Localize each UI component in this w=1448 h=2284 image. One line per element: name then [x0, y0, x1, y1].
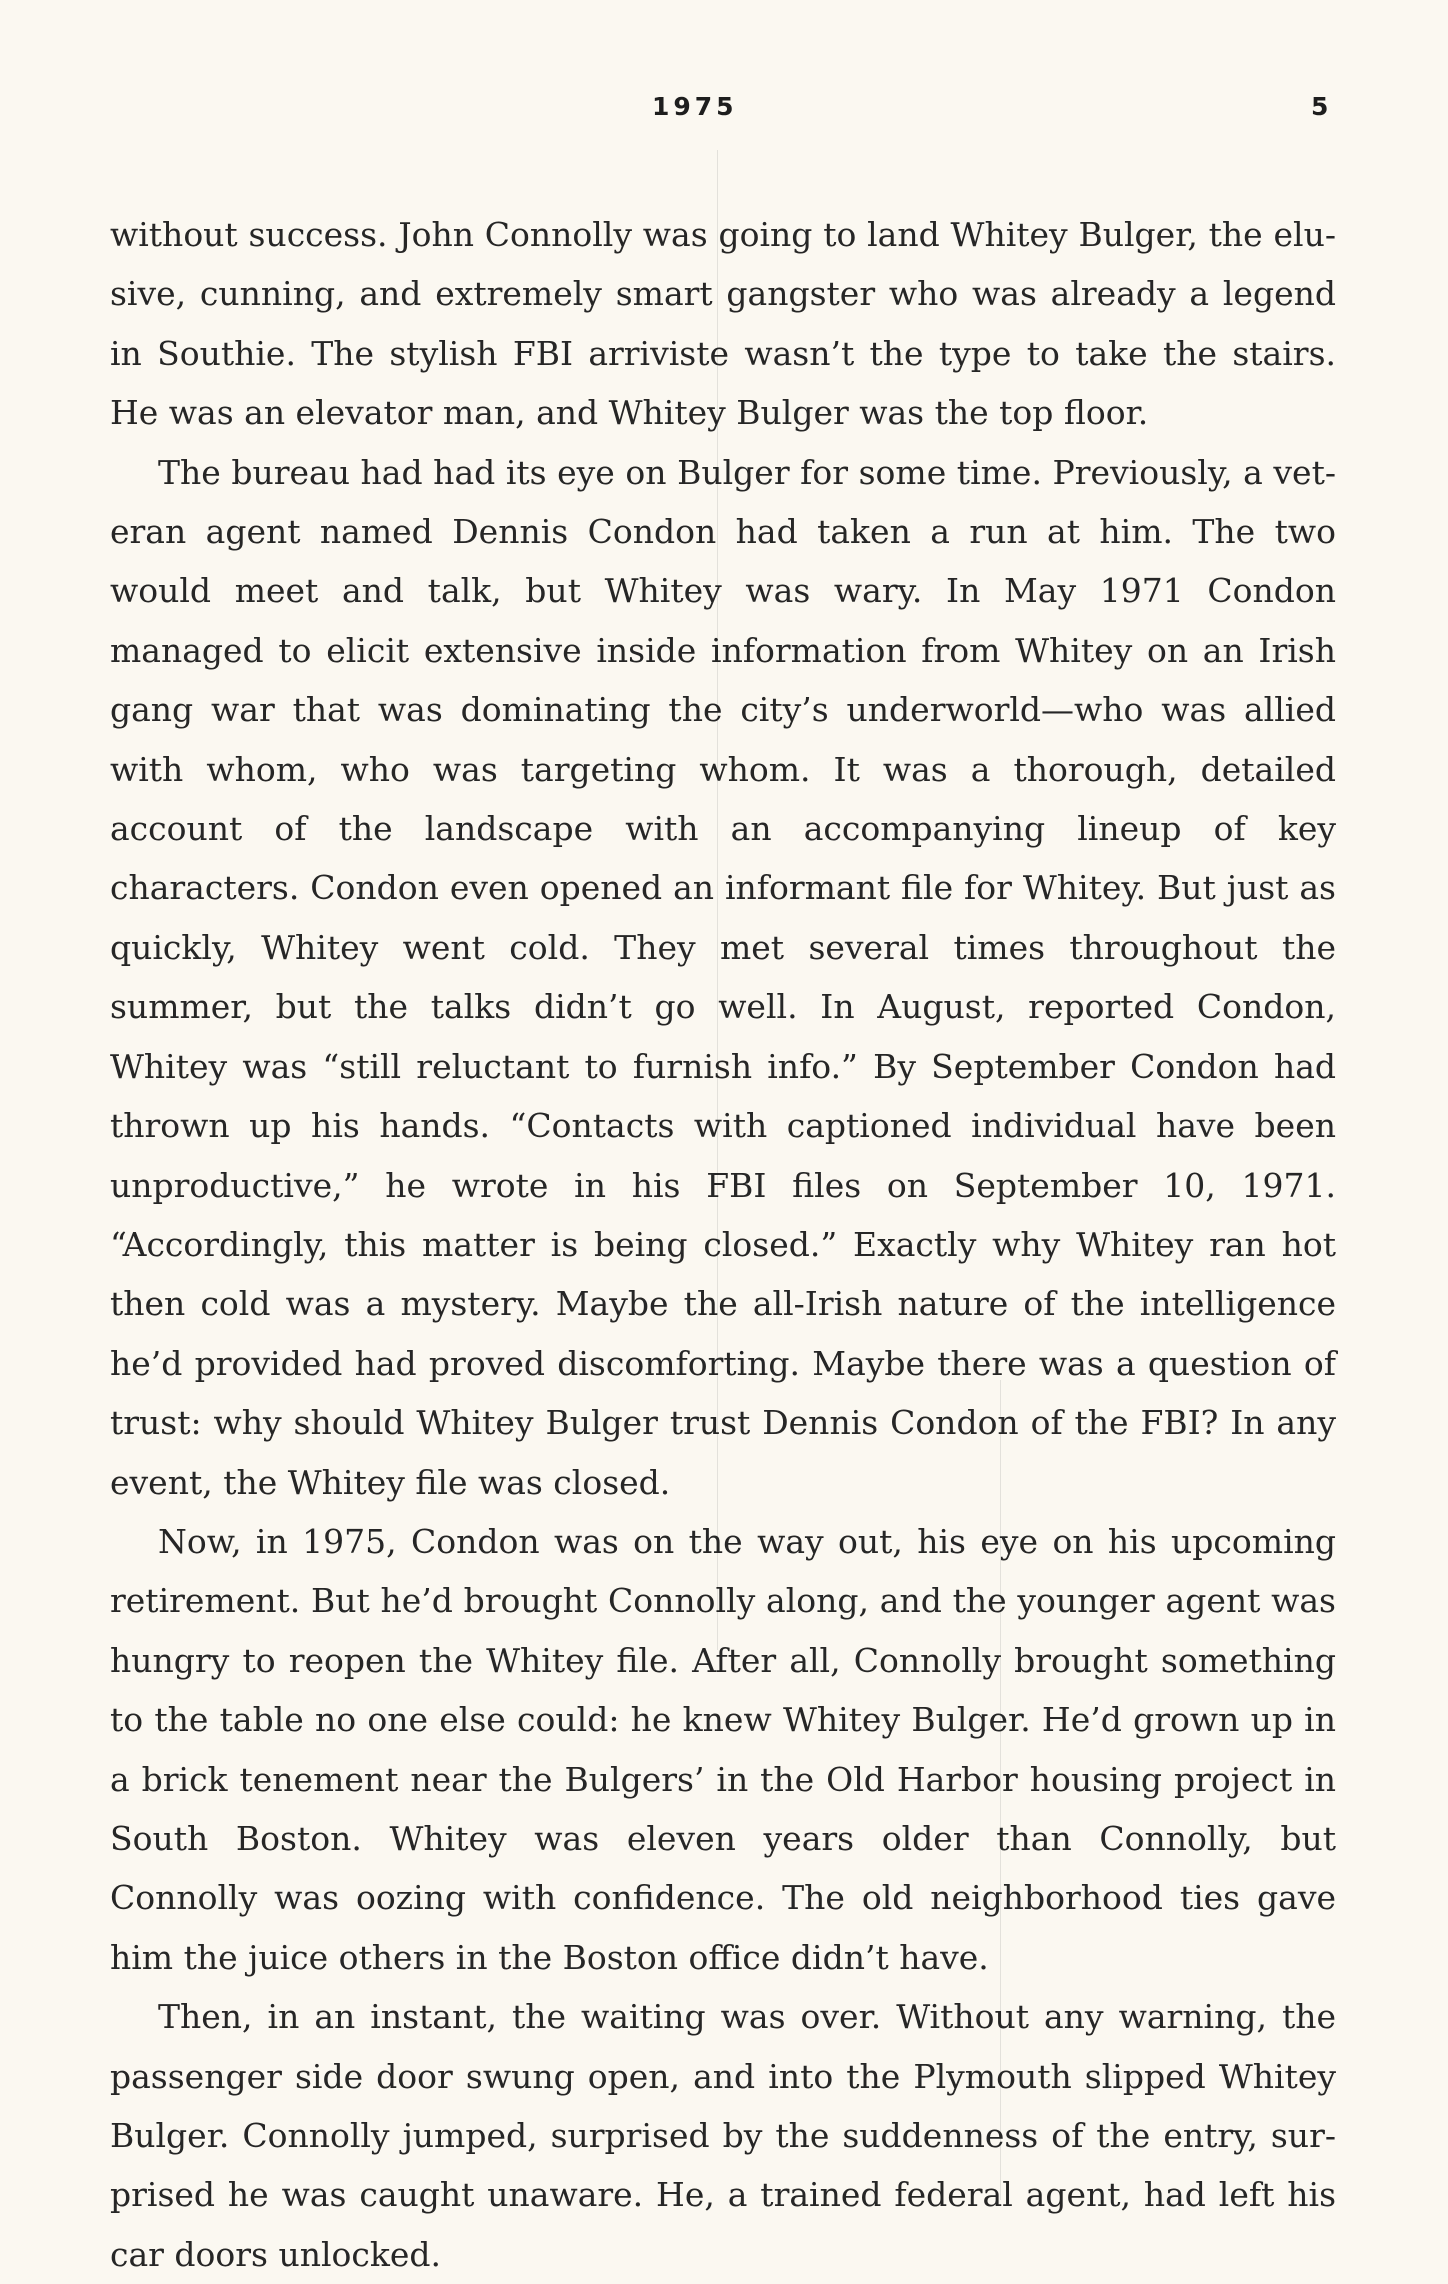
- running-head: [0, 92, 1448, 126]
- paragraph-1: without success. John Connolly was going to land Whitey Bulger, the elusive, cunning, and extremely smart gangster who was already a legend in Southie. The stylish FBI arriviste wasn’t the type to take the stairs. He was an elevator man, and Whitey Bulger was the top floor.: [110, 215, 1336, 433]
- paragraph-2: The bureau had had its eye on Bulger for some time. Previously, a veteran agent named Dennis Condon had taken a run at him. The two would meet and talk, but Whitey was wary. In May 1971 Condon managed to elicit extensive inside information from Whitey on an Irish gang war that was dominating the city’s underworld—who was allied with whom, who was targeting whom. It was a thorough, detailed account of the landscape with an accompanying lineup of key characters. Condon even opened an informant file for Whitey. But just as quickly, Whitey went cold. They met several times throughout the summer, but the talks didn’t go well. In August, reported Condon, Whitey was “still reluctant to furnish info.” By September Condon had thrown up his hands. “Contacts with captioned individual have been unproductive,” he wrote in his FBI files on September 10, 1971. “Accordingly, this matter is being closed.” Exactly why Whitey ran hot then cold was a mystery. Maybe the all-Irish nature of the intelligence he’d provided had proved discomforting. Maybe there was a question of trust: why should Whitey Bulger trust Dennis Condon of the FBI? In any event, the Whitey file was closed.: [110, 452, 1336, 1502]
- paragraph-3: Now, in 1975, Condon was on the way out, his eye on his upcoming retirement. But he’d brought Connolly along, and the younger agent was hungry to reopen the Whitey file. After all, Connolly brought something to the table no one else could: he knew Whitey Bulger. He’d grown up in a brick tenement near the Bulgers’ in the Old Harbor housing project in South Boston. Whitey was eleven years older than Connolly, but Connolly was oozing with confidence. The old neighborhood ties gave him the juice others in the Boston office didn’t have.: [110, 1521, 1336, 1977]
- body-text: [110, 205, 1336, 2284]
- running-title: 1975: [652, 92, 738, 121]
- paragraph-4: Then, in an instant, the waiting was over. Without any warning, the passenger side door swung open, and into the Plymouth slipped Whitey Bulger. Connolly jumped, surprised by the suddenness of the entry, surprised he was caught unaware. He, a trained federal agent, had left his car doors unlocked.: [110, 1997, 1336, 2274]
- page-number: 5: [1311, 92, 1329, 121]
